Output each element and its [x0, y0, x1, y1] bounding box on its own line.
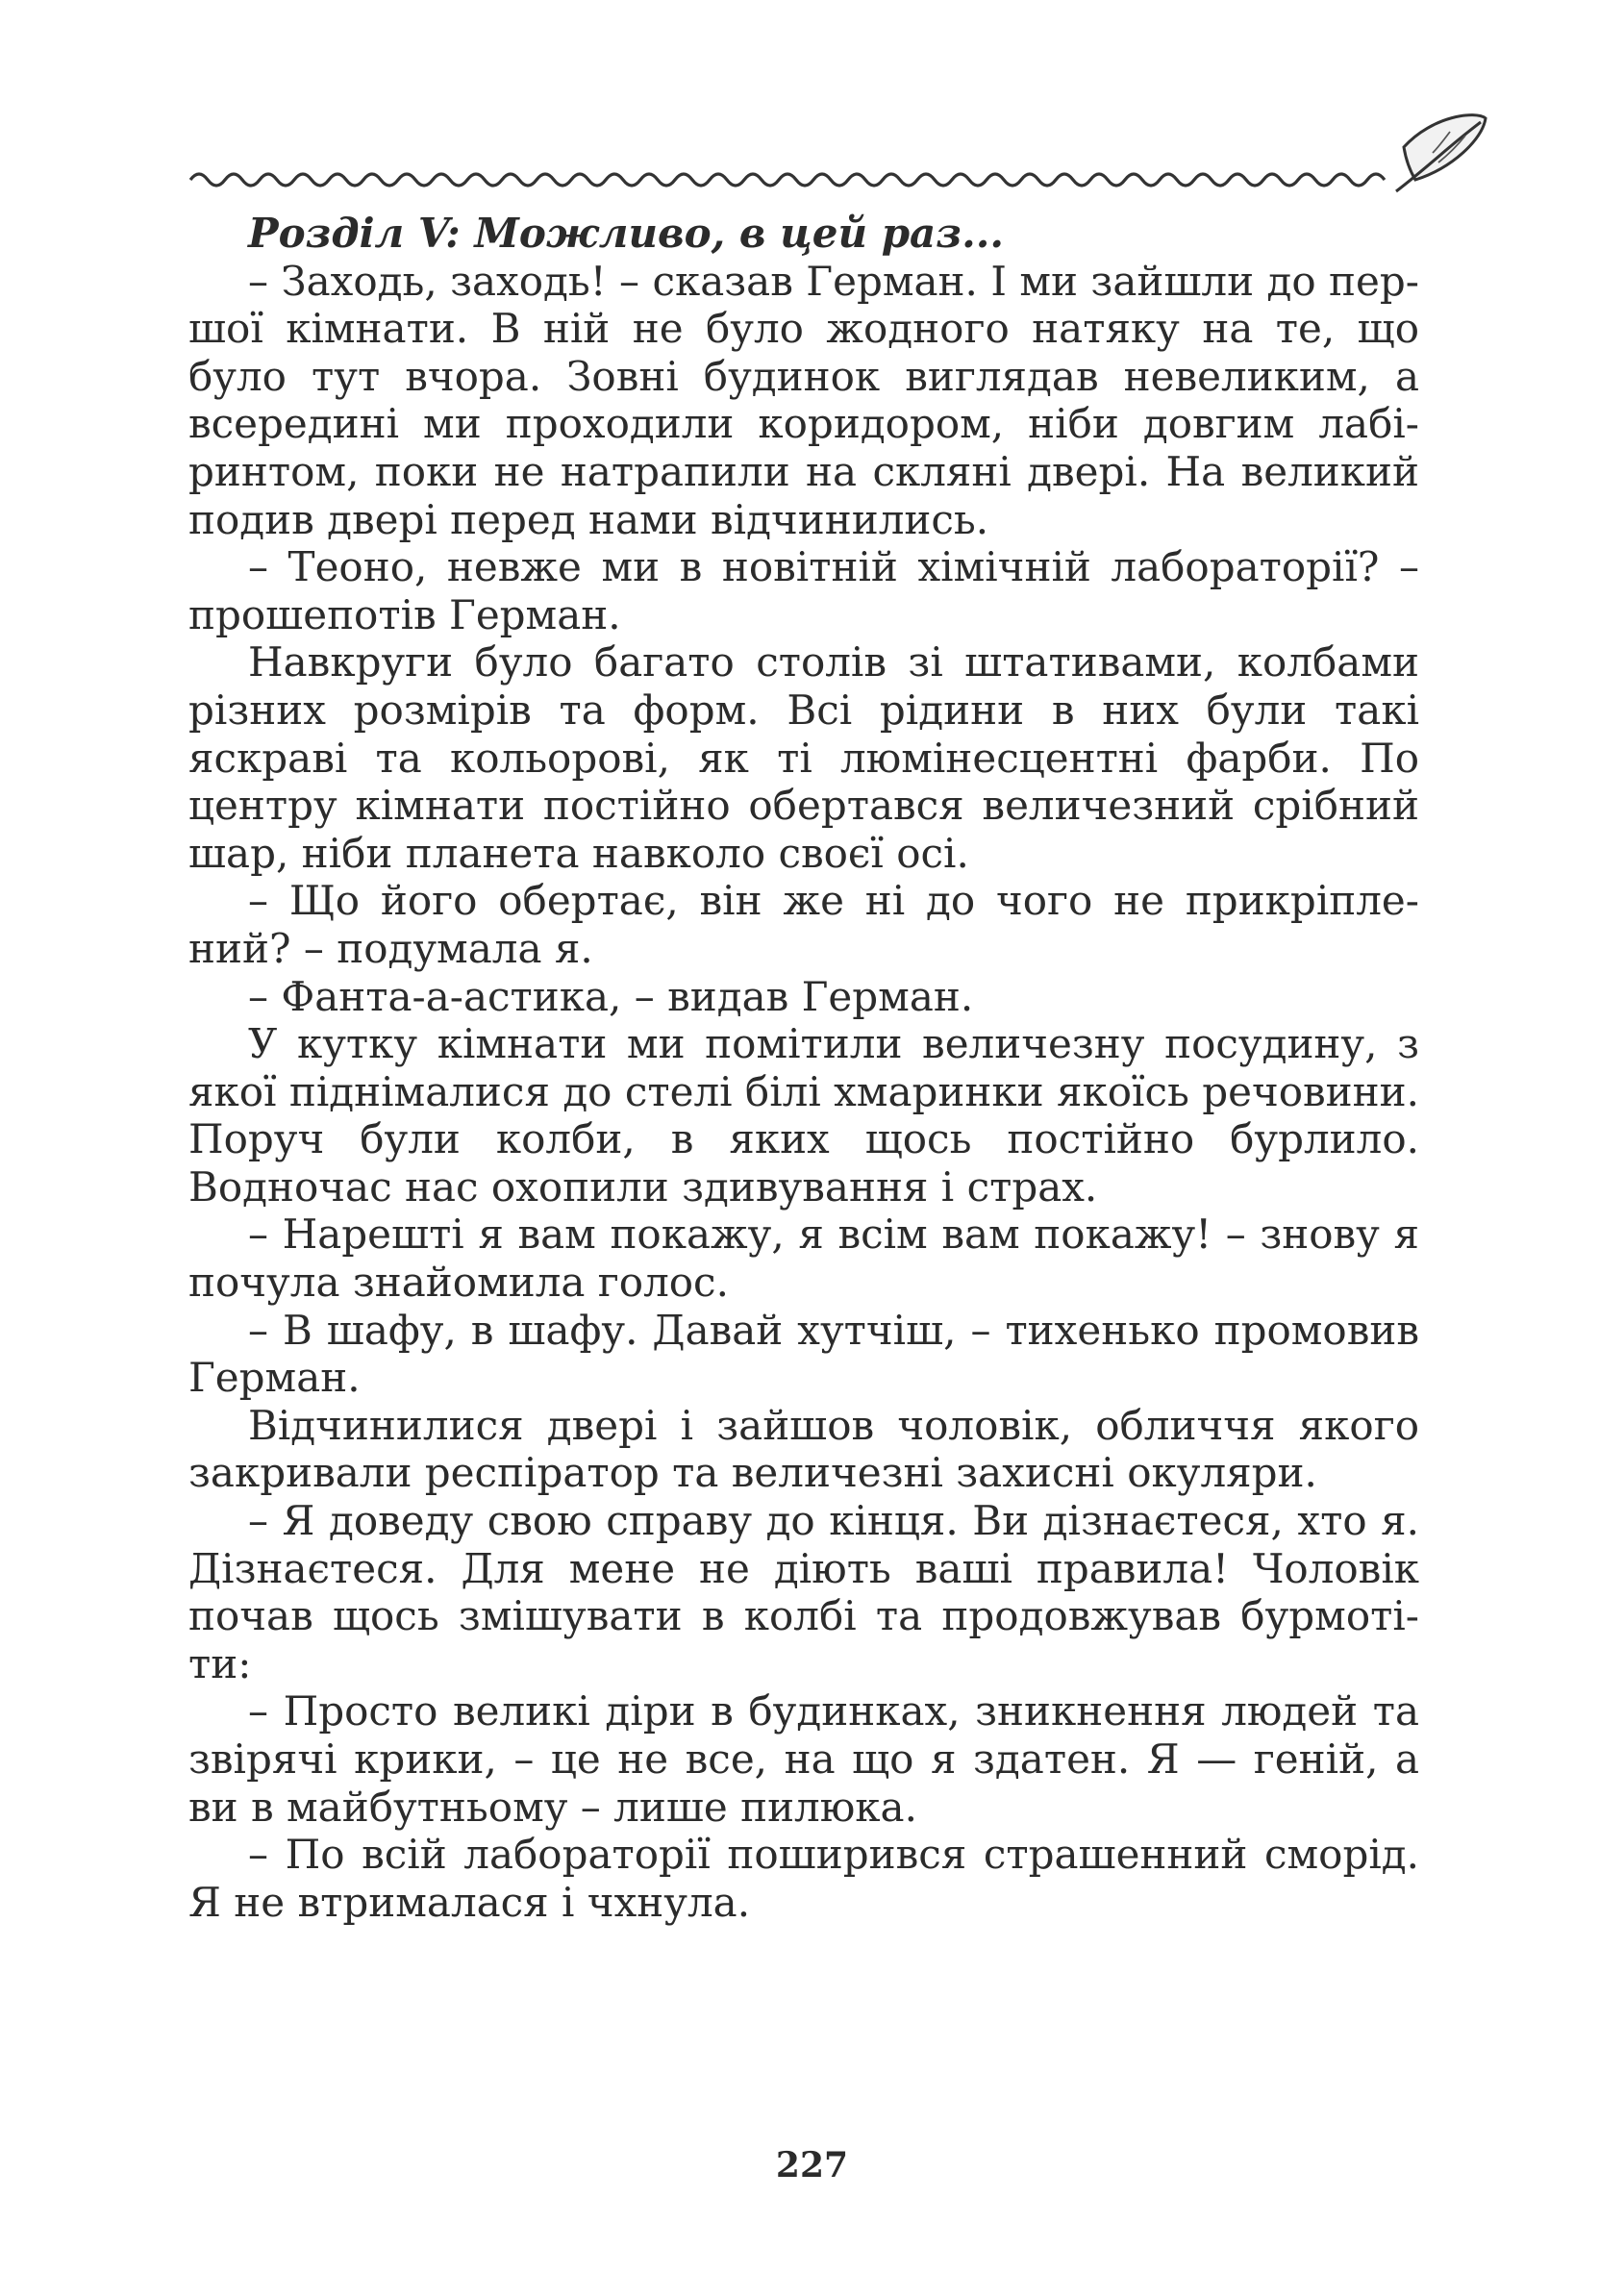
paragraph: – Нарешті я вам покажу, я всім вам покажу! – знову я почула знайомила голос.: [188, 1211, 1419, 1307]
wavy-divider-with-quill: [183, 111, 1490, 197]
paragraph: – Заходь, заходь! – сказав Герман. І ми зайшли до першої кімнати. В ній не було жодного натяку на те, що було тут вчора. Зовні будинок виглядав невеликим, а всередині ми проходили коридором, ніби довгим лабіринтом, поки не натрапили на скляні двері. На великий подив двері перед нами відчинились.: [188, 257, 1419, 543]
paragraph: – Я доведу свою справу до кінця. Ви дізнаєтеся, хто я. Дізнаєтеся. Для мене не діють ваші правила! Чоловік почав щось змішувати в колбі та продовжував бурмотіти:: [188, 1497, 1419, 1687]
paragraph: Відчинилися двері і зайшов чоловік, обличчя якого закривали респіратор та величезні захисні окуляри.: [188, 1401, 1419, 1497]
paragraph: – По всій лабораторії поширився страшенний сморід. Я не втрималася і чхнула.: [188, 1831, 1419, 1926]
paragraph: – Просто великі діри в будинках, зникнення людей та звірячі крики, – це не все, на що я здатен. Я — геній, а ви в майбутньому – лише пилюка.: [188, 1687, 1419, 1831]
page-number: 227: [775, 2145, 849, 2185]
paragraph: Навкруги було багато столів зі штативами, колбами різних розмірів та форм. Всі рідини в них були такі яскраві та кольорові, як ті люмінесцентні фарби. По центру кімнати постійно обертався величезний срібний шар, ніби планета навколо своєї осі.: [188, 638, 1419, 877]
main-text: [188, 210, 1419, 1926]
paragraph: – В шафу, в шафу. Давай хутчіш, – тихенько промовив Герман.: [188, 1306, 1419, 1402]
paragraph: – Що його обертає, він же ні до чого не прикріплений? – подумала я.: [188, 877, 1419, 972]
chapter-heading: Розділ V: Можливо, в цей раз...: [248, 210, 1004, 257]
paragraph: – Теоно, невже ми в новітній хімічній лабораторії? – прошепотів Герман.: [188, 543, 1419, 638]
paragraph: – Фанта-а-астика, – видав Герман.: [248, 972, 974, 1020]
quill-pen-icon: [1396, 115, 1486, 191]
wavy-line-ornament: [190, 174, 1385, 186]
paragraph: У кутку кімнати ми помітили величезну посудину, з якої піднімалися до стелі білі хмаринки якоїсь речовини. Поруч були колби, в яких щось постійно бурлило. Водночас нас охопили здивування і страх.: [188, 1020, 1419, 1211]
